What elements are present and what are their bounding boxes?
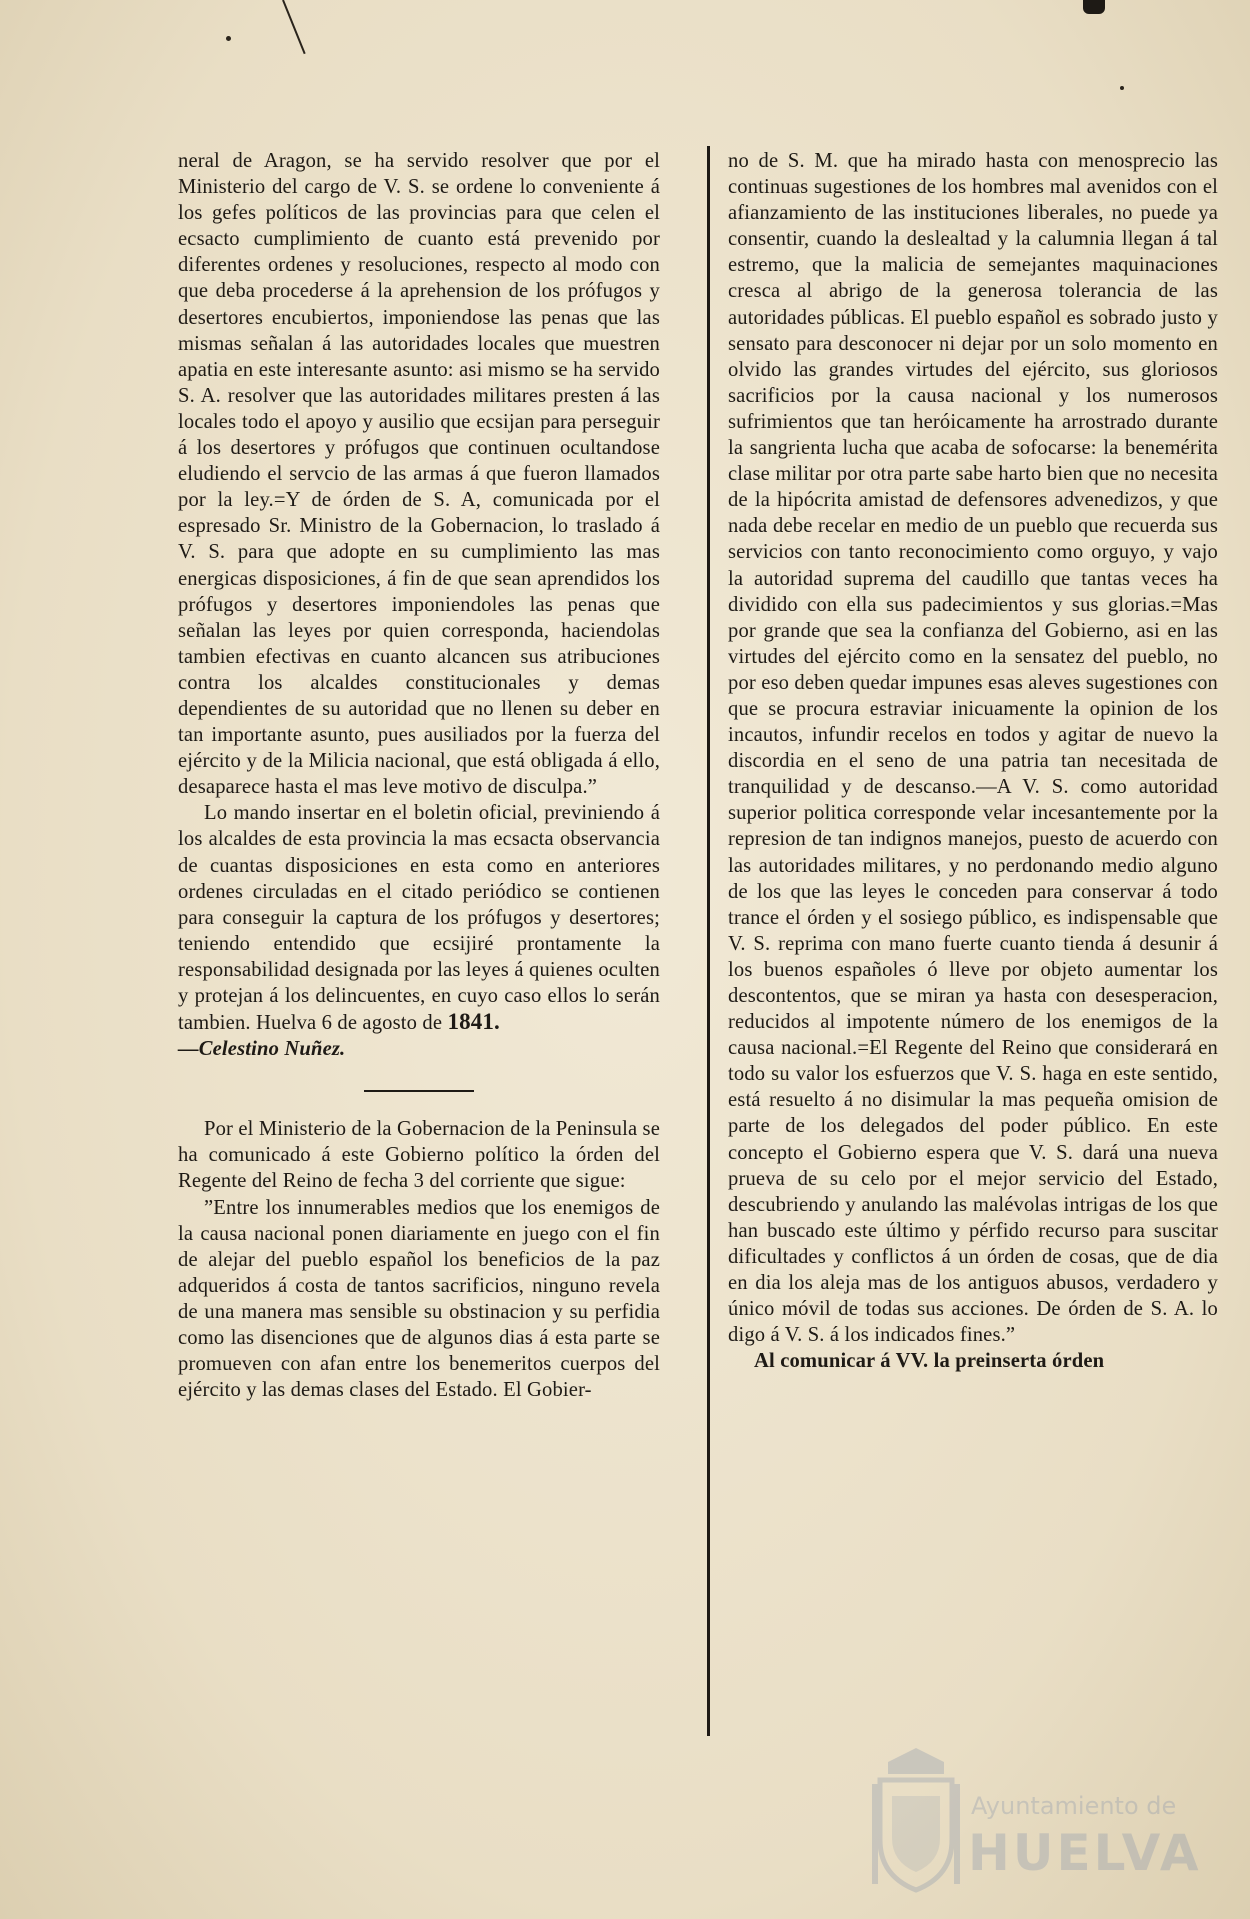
right-column [728,148,1218,1374]
date-year: 1841. [447,1009,500,1035]
paragraph-lo-mando-text: Lo mando insertar en el boletin oficial, previniendo á los alcaldes de esta provincia la mas ecsacta observancia de cuantas disposiciones en esta como en anteriores ordenes circuladas en el citado periódico se contienen para conseguir la captura de los prófugos y desertores; teniendo entendido que ecsijiré prontamente la responsabilidad designada por las leyes á quienes oculten y protejan á los delincuentes, en cuyo caso ellos lo serán tambien. Huelva 6 de agosto de [178,802,660,1035]
signature: —Celestino Nuñez. [178,1038,346,1061]
paragraph-ministerio: Por el Ministerio de la Gobernacion de la Peninsula se ha comunicado á este Gobierno político la órden del Regente del Reino de fecha 3 del corriente que sigue: [178,1118,660,1193]
left-column [178,148,660,1403]
paragraph-quoted-order: ”Entre los innumerables medios que los enemigos de la causa nacional ponen diariamente en juego con el fin de alejar del pueblo español los beneficios de la paz adqueridos á costa de tantos sacrificios, ninguno revela de una manera mas sensible su obstinacion y su perfidia como las disenciones que de algunos dias á esta parte se promueven con afan entre los benemeritos cuerpos del ejército y las demas clases del Estado. El Gobier- [178,1196,660,1402]
coat-of-arms-icon [868,1744,964,1894]
paragraph-orden-continuation: neral de Aragon, se ha servido resolver que por el Ministerio del cargo de V. S. se ordene lo conveniente á los gefes políticos de las provincias para que celen el ecsacto cumplimiento de cuanto está prevenido por diferentes ordenes y resoluciones, respecto al modo con que deba procederse á la aprehension de los prófugos y desertores encubiertos, imponiendose las penas que las mismas señalan á las autoridades locales que muestren apatia en este interesante asunto: asi mismo se ha servido S. A. resolver que las autoridades militares presten á las locales todo el apoyo y ausilio que ecsijan para perseguir á los desertores y prófugos que continuen ocultandose eludiendo el servcio de las armas á que fueron llamados por la ley.=Y de órden de S. A, comunicada por el espresado Sr. Ministro de la Gobernacion, lo traslado á V. S. para que adopte en su cumplimiento las mas energicas disposiciones, á fin de que sean aprendidos los prófugos y desertores imponiendoles las penas que señalan las leyes por quien corresponda, haciendolas tambien efectivas en cuanto alcancen sus atribuciones contra los alcaldes constitucionales y demas dependientes de su autoridad que no llenen su deber en tan importante asunto, pues ausiliados por la fuerza del ejército y de la Milicia nacional, que está obligada á ello, desaparece hasta el mas leve motivo de disculpa.” [178,150,660,799]
ink-speck [226,36,231,41]
watermark-line2: HUELVA [968,1824,1202,1882]
paragraph-gobierno-continuation: no de S. M. que ha mirado hasta con menosprecio las continuas sugestiones de los hombres mal avenidos con el afianzamiento de las instituciones liberales, no puede ya consentir, cuando la deslealtad y la calumnia llegan á tal estremo, que la malicia de semejantes maquinaciones cresca al abrigo de la generosa tolerancia de las autoridades públicas. El pueblo español es sobrado justo y sensato para desconocer ni dejar por un solo momento en olvido las grandes virtudes del ejército, sus gloriosos sacrificios por la causa nacional y los numerosos sufrimientos que tan heróicamente ha arrostrado durante la sangrienta lucha que acaba de sofocarse: la benemérita clase militar por otra parte sabe harto bien que no necesita de la hipócrita amistad de defensores advenedizos, y que nada debe recelar en medio de un pueblo que recuerda sus servicios con tanto reconocimiento como orguyo, y vajo la autoridad suprema del caudillo que tantas veces ha dividido con ella sus padecimientos y sus glorias.=Mas por grande que sea la confianza del Gobierno, asi en las virtudes del ejército como en la sensatez del pueblo, no por eso deben quedar impunes esas aleves sugestiones con que se procura estraviar inicuamente la opinion de los incautos, infundir recelos en todos y agitar de nuevo la discordia en el seno de una patria tan necesitada de tranquilidad y de descanso.—A V. S. como autoridad superior politica corresponde velar incesantemente por la represion de tan indignos manejos, puesto de acuerdo con las autoridades militares, y no perdonando medio alguno de los que las leyes le conceden para conservar á todo trance el órden y el sosiego público, es indispensable que V. S. reprima con mano fuerte cuanto tienda á desunir á los buenos españoles ó lleve por objeto aumentar los descontentos, que se miran ya hasta con desesperacion, reducidos al impotente número de los enemigos de la causa nacional.=El Regente del Reino que considerará en todo su valor los esfuerzos que V. S. haga en este sentido, está resuelto á no disimular la mas pequeña omision de parte de los delegados del poder público. En este concepto el Gobierno espera que V. S. dará una nueva prueva de su celo por el mejor servicio del Estado, descubriendo y anulando las malévolas intrigas de los que han buscado este último y pérfido recurso para suscitar dificultades y conflictos á un órden de cosas, que de dia en dia los aleja mas de los antiguos abusos, verdadero y único móvil de todas sus acciones. De órden de S. A. lo digo á V. S. á los indicados fines.” [728,150,1218,1347]
section-divider [364,1090,474,1092]
column-divider [707,146,710,1736]
ayuntamiento-huelva-watermark [868,1744,1228,1894]
paragraph-lo-mando [178,800,660,1036]
paragraph-al-comunicar: Al comunicar á VV. la preinserta órden [754,1350,1105,1373]
ink-scratch [282,0,306,54]
watermark-line1: Ayuntamiento de [971,1792,1177,1820]
ink-blot [1083,0,1105,14]
ink-speck [1120,86,1124,90]
